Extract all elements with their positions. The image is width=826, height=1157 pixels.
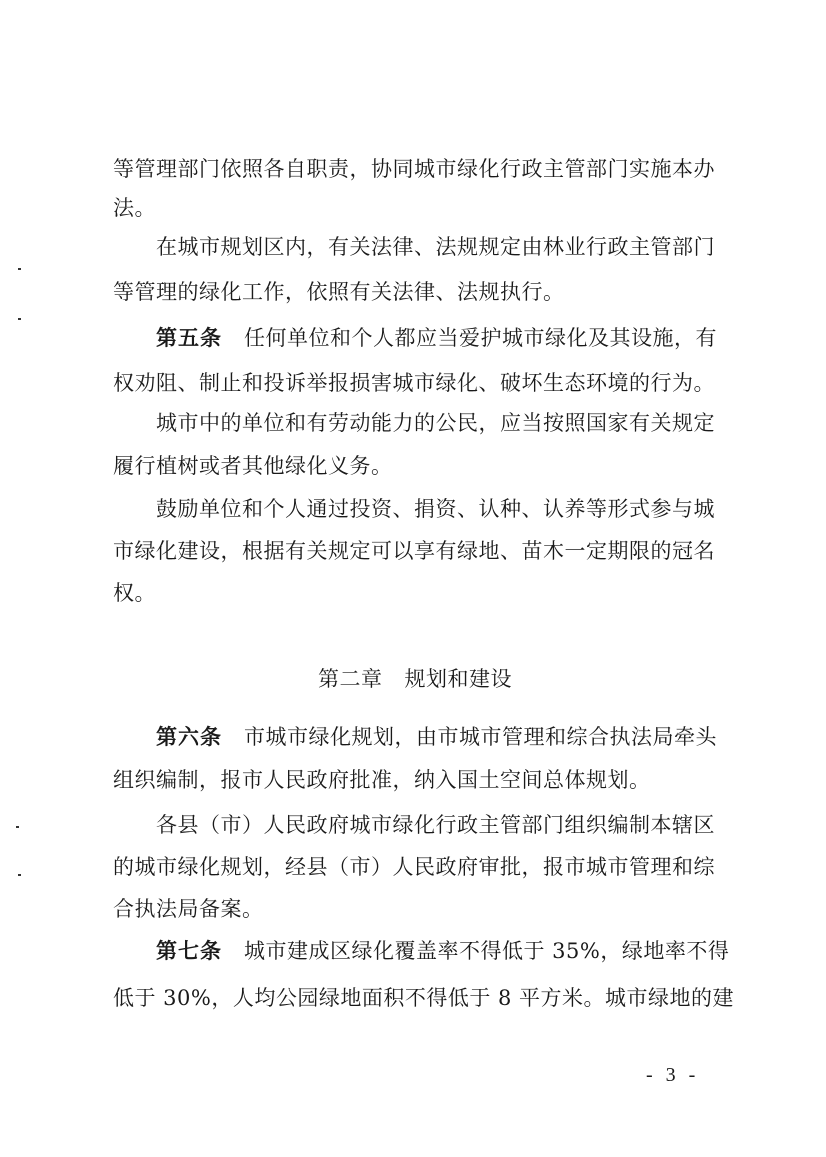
- paragraph-line: 低于 30%，人均公园绿地面积不得低于 8 平方米。城市绿地的建: [113, 986, 735, 1010]
- paragraph-text: 任何单位和个人都应当爱护城市绿化及其设施，有: [244, 326, 717, 350]
- scan-artifact: [18, 318, 21, 320]
- scan-artifact: [18, 268, 21, 270]
- paragraph-text: 城市建成区绿化覆盖率不得低于 35%，绿地率不得: [244, 939, 730, 963]
- paragraph-line: 权。: [113, 581, 156, 605]
- chapter-heading: [318, 664, 512, 694]
- paragraph-line: 权劝阻、制止和投诉举报损害城市绿化、破坏生态环境的行为。: [113, 371, 715, 395]
- chapter-title: 规划和建设: [404, 667, 512, 691]
- paragraph-line: 各县（市）人民政府城市绿化行政主管部门组织编制本辖区: [156, 813, 715, 837]
- paragraph-line: 合执法局备案。: [113, 897, 264, 921]
- paragraph-line: 等管理的绿化工作，依照有关法律、法规执行。: [113, 280, 565, 304]
- paragraph-line: 等管理部门依照各自职责，协同城市绿化行政主管部门实施本办: [113, 157, 715, 181]
- article-6: [156, 722, 717, 752]
- scan-artifact: [18, 874, 21, 876]
- article-5: [156, 323, 717, 353]
- paragraph-line: 鼓励单位和个人通过投资、捐资、认种、认养等形式参与城: [156, 497, 715, 521]
- paragraph-line: 组织编制，报市人民政府批准，纳入国土空间总体规划。: [113, 768, 651, 792]
- paragraph-line: 市绿化建设，根据有关规定可以享有绿地、苗木一定期限的冠名: [113, 539, 715, 563]
- paragraph-line: 在城市规划区内，有关法律、法规规定由林业行政主管部门: [156, 235, 715, 259]
- paragraph-line: 履行植树或者其他绿化义务。: [113, 454, 393, 478]
- article-label: 第五条: [156, 326, 222, 350]
- article-label: 第七条: [156, 939, 222, 963]
- paragraph-text: 市城市绿化规划，由市城市管理和综合执法局牵头: [244, 725, 717, 749]
- chapter-number: 第二章: [318, 667, 383, 691]
- scan-artifact: [16, 826, 19, 828]
- article-7: [156, 936, 729, 966]
- paragraph-line: 法。: [113, 196, 156, 220]
- article-label: 第六条: [156, 725, 222, 749]
- paragraph-line: 城市中的单位和有劳动能力的公民，应当按照国家有关规定: [156, 411, 715, 435]
- page-number: - 3 -: [646, 1064, 700, 1086]
- paragraph-line: 的城市绿化规划，经县（市）人民政府审批，报市城市管理和综: [113, 855, 715, 879]
